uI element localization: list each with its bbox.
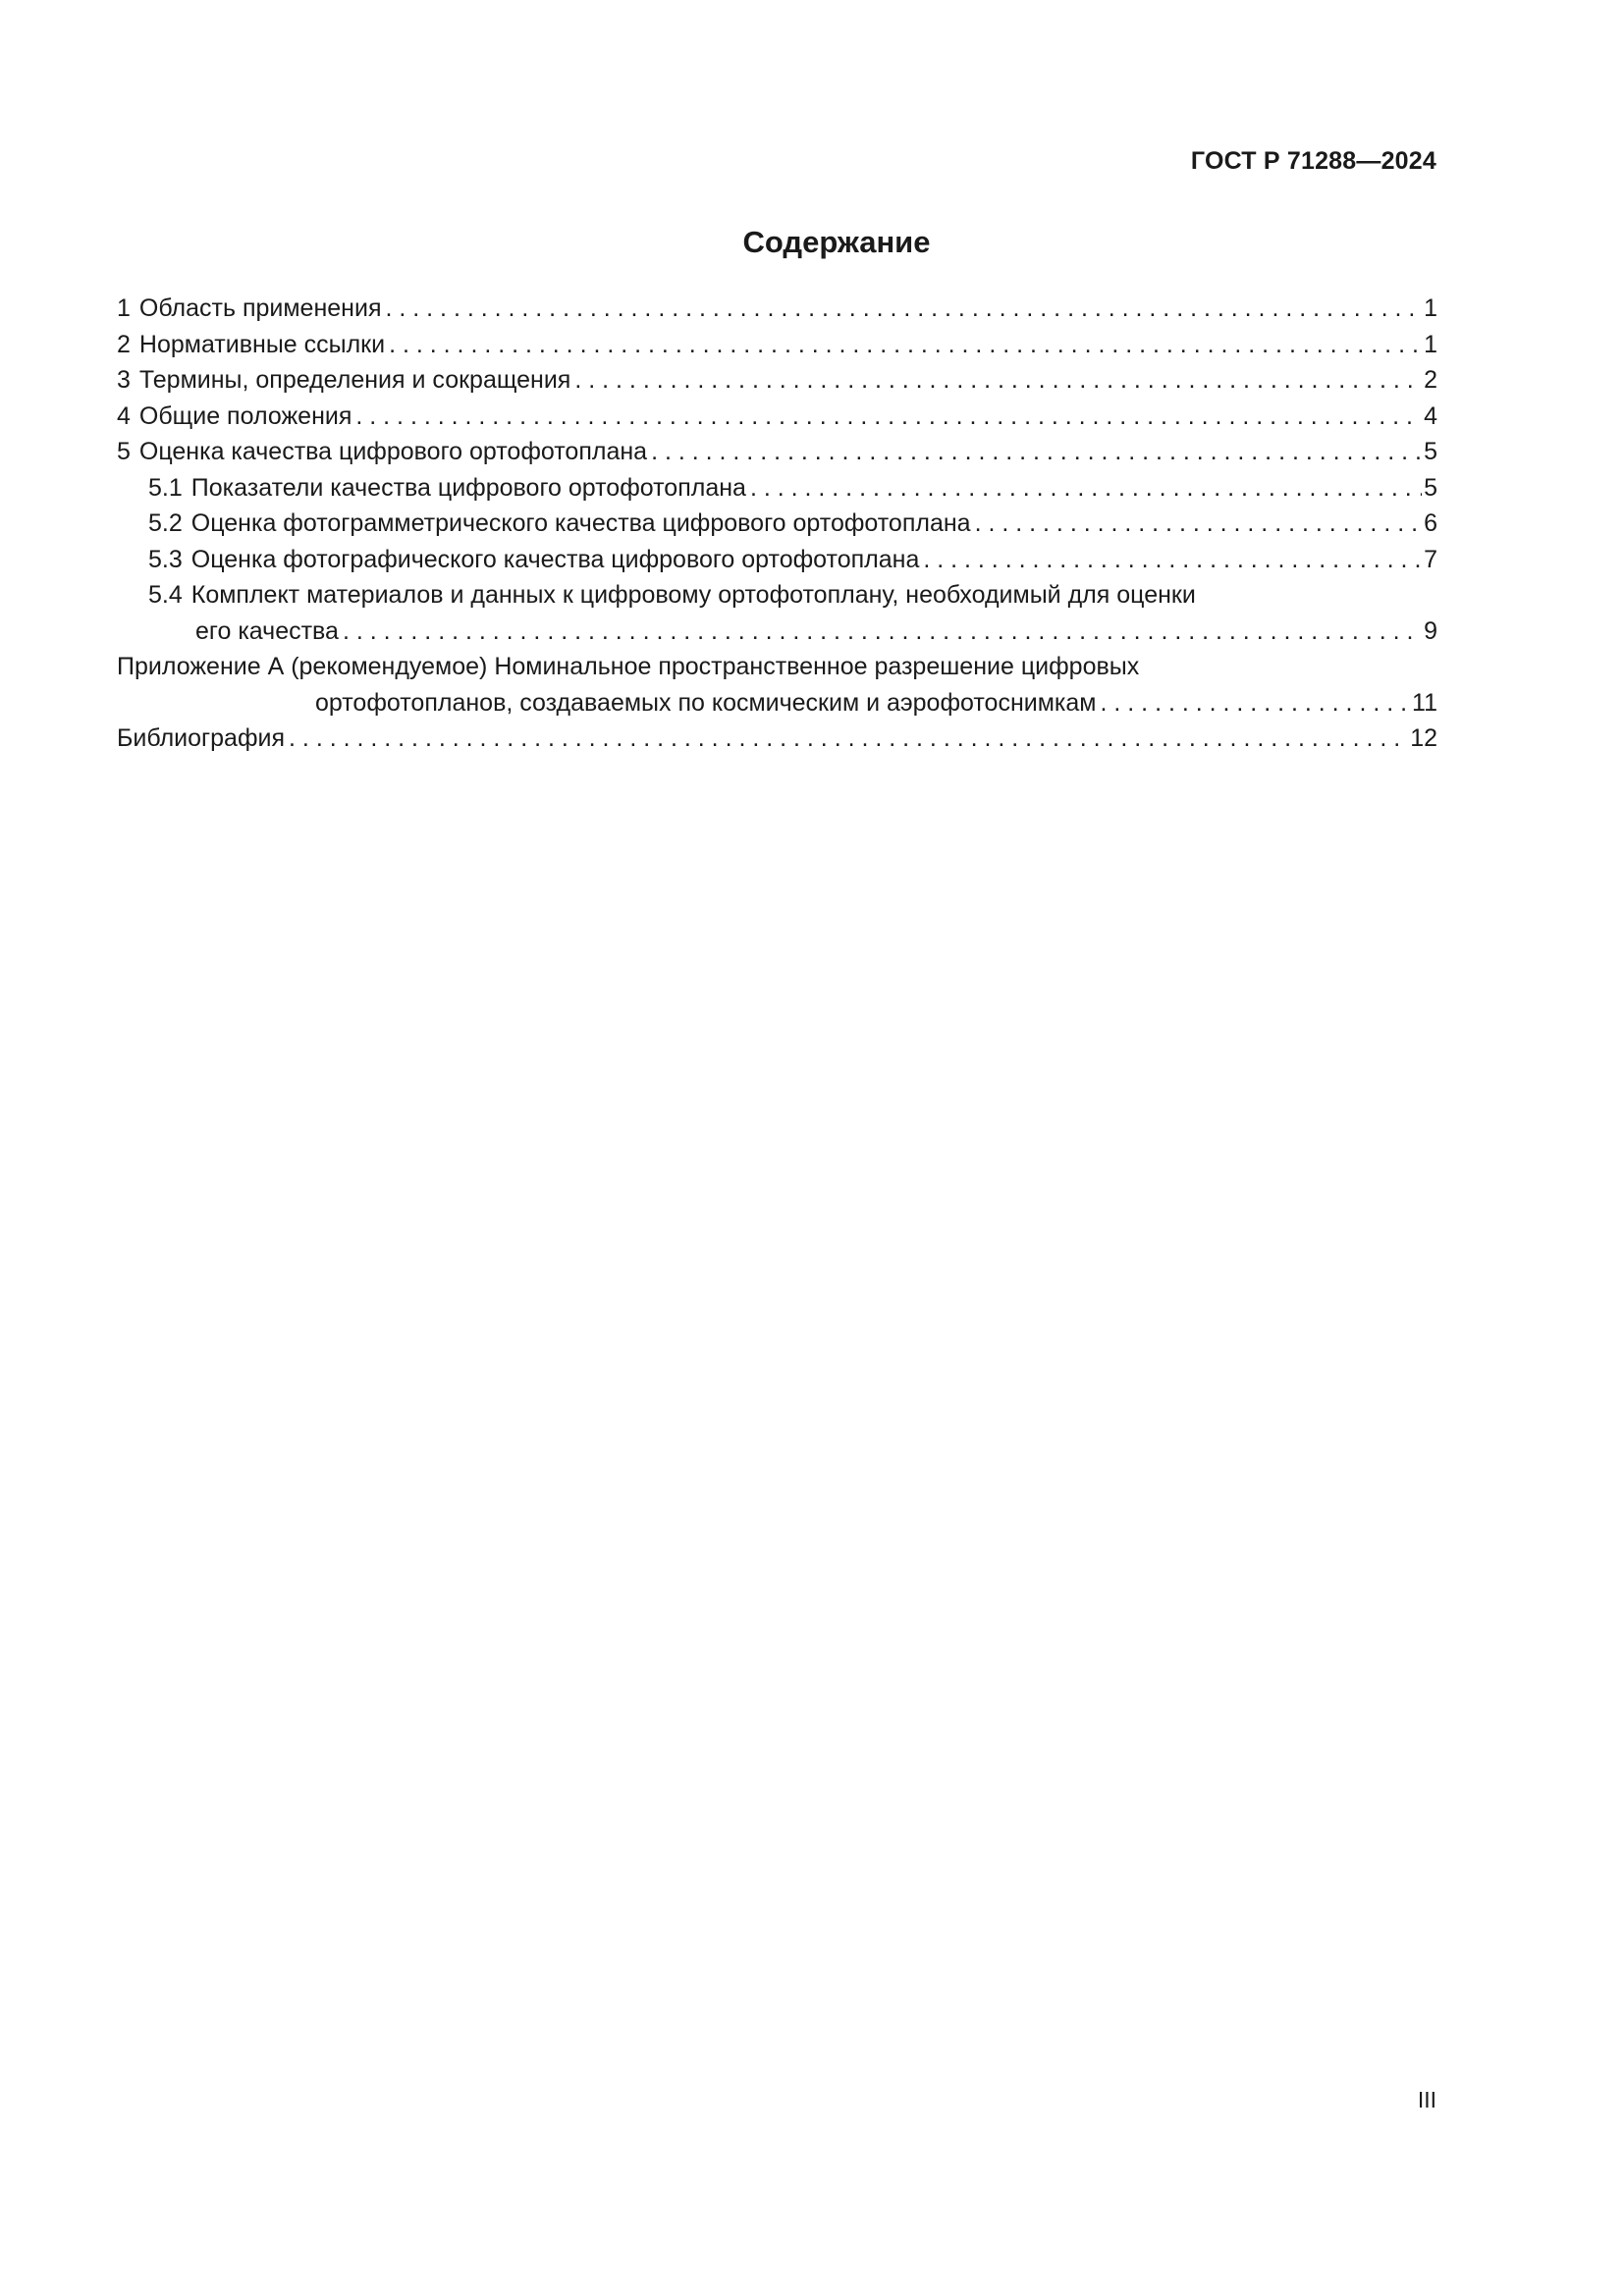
toc-entry-label: Оценка качества цифрового ортофотоплана [138, 438, 648, 465]
toc-entry-label-continuation: ортофотопланов, создаваемых по космическим и аэрофотоснимкам [315, 688, 1097, 717]
toc-entry-label-continuation: его качества [195, 616, 339, 645]
toc-entry-bibliography[interactable] [117, 721, 1437, 757]
toc-entry-number: 2 [117, 330, 131, 358]
toc-entry-page: 11 [1412, 688, 1437, 717]
table-of-contents [117, 291, 1437, 757]
toc-entry-page: 9 [1424, 616, 1437, 645]
toc-entry-appendix-a[interactable] [117, 649, 1437, 685]
toc-entry-3[interactable] [117, 362, 1437, 399]
toc-leader-dots [289, 721, 1408, 757]
toc-entry-number: 5 [117, 438, 131, 465]
toc-entry-number: 5.3 [148, 545, 183, 573]
toc-entry-label: Оценка фотографического качества цифрового ортофотоплана [190, 545, 920, 573]
toc-entry-5-4-continuation[interactable] [117, 614, 1437, 650]
toc-entry-page: 7 [1424, 545, 1437, 573]
toc-entry-page: 4 [1424, 401, 1437, 430]
toc-entry-page: 5 [1424, 473, 1437, 502]
toc-entry-label: Показатели качества цифрового ортофотоплана [190, 473, 746, 502]
toc-entry-page: 12 [1410, 724, 1437, 752]
toc-entry-5-2[interactable] [117, 506, 1437, 542]
toc-entry-appendix-a-continuation[interactable] [117, 685, 1437, 721]
document-code: ГОСТ Р 71288—2024 [1190, 147, 1436, 175]
toc-entry-number: 5.4 [148, 581, 183, 609]
toc-entry-label: Оценка фотограмметрического качества цифрового ортофотоплана [190, 509, 971, 537]
page-number: III [1417, 2087, 1436, 2112]
toc-leader-dots [355, 399, 1422, 435]
toc-entry-label: Термины, определения и сокращения [138, 366, 571, 394]
toc-entry-page: 5 [1424, 438, 1437, 465]
toc-entry-label: Нормативные ссылки [138, 330, 386, 358]
toc-leader-dots [651, 434, 1422, 470]
toc-leader-dots [385, 291, 1422, 327]
toc-entry-page: 1 [1424, 330, 1437, 358]
toc-leader-dots [975, 506, 1423, 542]
toc-leader-dots [750, 470, 1422, 507]
toc-leader-dots [574, 362, 1422, 399]
toc-entry-number: 3 [117, 366, 131, 394]
toc-entry-page: 1 [1424, 294, 1437, 322]
toc-entry-number: 5.1 [148, 473, 183, 502]
toc-entry-label: Приложение А (рекомендуемое) Номинальное пространственное разрешение цифровых [117, 653, 1140, 680]
toc-entry-label: Библиография [117, 724, 286, 752]
toc-entry-number: 4 [117, 401, 131, 430]
toc-leader-dots [389, 327, 1422, 363]
toc-entry-5-3[interactable] [117, 542, 1437, 578]
toc-entry-4[interactable] [117, 399, 1437, 435]
toc-entry-2[interactable] [117, 327, 1437, 363]
toc-entry-page: 6 [1424, 509, 1437, 537]
toc-entry-label: Область применения [138, 294, 382, 322]
toc-entry-label: Общие положения [138, 401, 352, 430]
toc-entry-number: 1 [117, 294, 131, 322]
toc-entry-5-4[interactable] [117, 577, 1437, 614]
toc-leader-dots [343, 614, 1422, 650]
toc-entry-5[interactable] [117, 434, 1437, 470]
toc-entry-label: Комплект материалов и данных к цифровому ортофотоплану, необходимый для оценки [190, 581, 1196, 609]
toc-entry-1[interactable] [117, 291, 1437, 327]
toc-entry-page: 2 [1424, 366, 1437, 394]
toc-entry-5-1[interactable] [117, 470, 1437, 507]
toc-title: Содержание [742, 225, 931, 259]
toc-leader-dots [923, 542, 1422, 578]
toc-entry-number: 5.2 [148, 509, 183, 537]
toc-leader-dots [1101, 685, 1411, 721]
